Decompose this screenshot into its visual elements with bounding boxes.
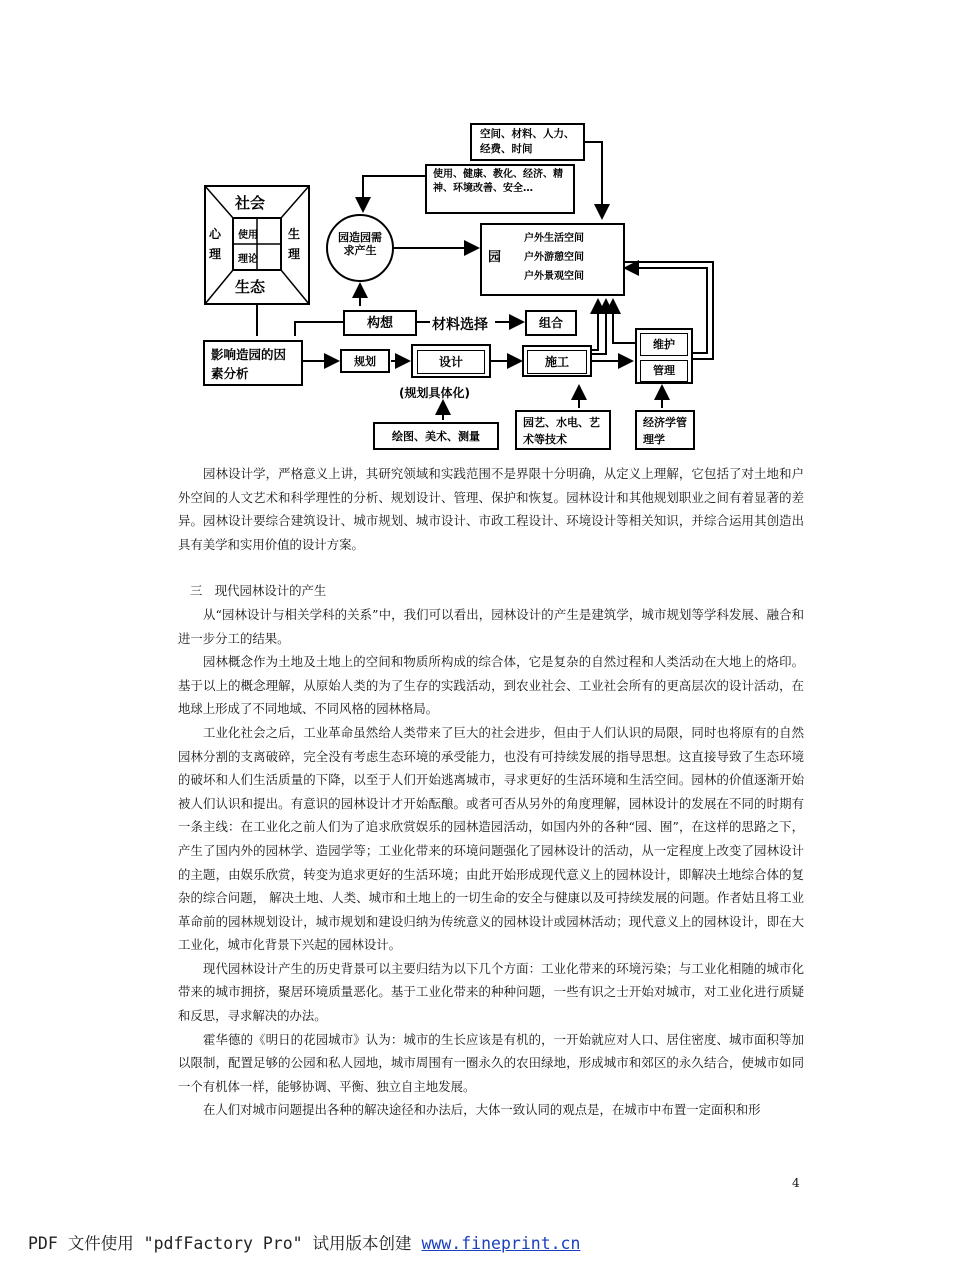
analysis-box (203, 340, 303, 386)
economics-label: 经济学管理学 (643, 416, 687, 446)
garden-design-flow-diagram (195, 118, 755, 458)
design-label: 设计 (417, 350, 485, 374)
drawing-label: 绘图、美术、测量 (392, 430, 480, 443)
resources-box (470, 123, 585, 161)
factors-label: 使用、健康、教化、经济、精神、环境改善、安全… (433, 169, 563, 194)
craft-label: 园艺、水电、艺术等技术 (523, 416, 600, 446)
space3-label: 户外景观空间 (524, 271, 584, 282)
resources-label: 空间、材料、人力、经费、时间 (480, 128, 575, 155)
planning-box (340, 349, 390, 373)
paragraph: 在人们对城市问题提出各种的解决途径和办法后，大体一致认同的观点是，在城市中布置一定面积和形 (203, 1102, 761, 1118)
maintain-label: 维护 (640, 333, 688, 356)
body-text (178, 462, 804, 1122)
paragraph: 霍华德的《明日的花园城市》认为：城市的生长应该是有机的，一开始就应对人口、居住密度、城市面积等加以限制，配置足够的公园和私人园地，城市周围有一圈永久的农田绿地，形成城市和郊区的永久结合，使城市如同一个有机体一样，能够协调、平衡、独立自主地发展。 (178, 1031, 804, 1094)
combine-box (525, 310, 577, 336)
materials-label: 材料选择 (432, 317, 488, 333)
drawing-box (373, 422, 499, 450)
paragraph: 园林设计学，严格意义上讲，其研究领域和实践范围不是界限十分明确，从定义上理解，它包括了对土地和户外空间的人文艺术和科学理性的分析、规划设计、管理、保护和恢复。园林设计和其他规划职业之间有着显著的差异。园林设计要综合建筑设计、城市规划、城市设计、市政工程设计、环境设计等相关知识，并综合运用其创造出具有美学和实用价值的设计方案。 (178, 466, 804, 552)
paragraph: 现代园林设计产生的历史背景可以主要归结为以下几个方面：工业化带来的环境污染；与工业化相随的城市化带来的城市拥挤，聚居环境质量恶化。基于工业化带来的种种问题，一些有识之士开始对城市，对工业化进行质疑和反思，寻求解决的办法。 (178, 960, 804, 1024)
design-box (411, 344, 491, 378)
page-number: 4 (792, 1176, 800, 1190)
inner-top-label: 使用 (238, 230, 258, 241)
economics-box (635, 410, 695, 450)
space2-label: 户外游憩空间 (524, 252, 584, 263)
combine-label: 组合 (538, 316, 563, 330)
craft-box (515, 410, 611, 450)
maintain-manage-box (635, 328, 693, 384)
specify-label: (规划具体化) (399, 386, 470, 400)
psychology-label: 心理 (209, 227, 222, 261)
paragraph: 工业化社会之后，工业革命虽然给人类带来了巨大的社会进步，但由于人们认识的局限，同时也将原有的自然园林分割的支离破碎，完全没有考虑生态环境的承受能力，也没有可持续发展的指导思想。这直接导致了生态环境的破坏和人们生活质量的下降，以至于人们开始逃离城市，寻求更好的生活环境和生活空间。园林的价值逐渐开始被人们认识和提出。有意识的园林设计才开始酝酿。或者可否从另外的角度理解，园林设计的发展在不同的时期有一条主线：在工业化之前人们为了追求欣赏娱乐的园林造园活动，如国内外的各种“园、囿”，在这样的思路之下，产生了国内外的园林学、造园学等；工业化带来的环境问题强化了园林设计的活动，从一定程度上改变了园林设计的主题，由娱乐欣赏，转变为追求更好的生活环境；由此开始形成现代意义上的园林设计，即解决土地综合体的复杂的综合问题， 解决土地、人类、城市和土地上的一切生命的安全与健康以及可持续发展的问题。作者姑且将工业革命前的园林规划设计，城市规划和建设归纳为传统意义的园林设计或园林活动；现代意义上的园林设计，即在大工业化，城市化背景下兴起的园林设计。 (178, 724, 804, 953)
footer-link[interactable]: www.fineprint.cn (421, 1234, 581, 1253)
concept-label: 构想 (366, 316, 393, 331)
inner-bottom-label: 理论 (238, 254, 258, 265)
construction-box (522, 345, 592, 377)
pdf-footer (28, 1230, 580, 1254)
analysis-label: 影响造园的因素分析 (211, 347, 287, 381)
paragraph: 园林概念作为土地及土地上的空间和物质所构成的综合体，它是复杂的自然过程和人类活动在大地上的烙印。基于以上的概念理解，从原始人类的为了生存的实践活动，到农业社会、工业社会所有的更高层次的设计活动，在地球上形成了不同地域、不同风格的园林格局。 (178, 654, 804, 717)
garden-label: 园 (488, 250, 502, 265)
footer-text: PDF 文件使用 "pdfFactory Pro" 试用版本创建 (28, 1234, 422, 1253)
needs-label: 园造园需求产生 (338, 231, 382, 257)
garden-spaces-box (480, 223, 625, 296)
factors-box (425, 164, 575, 214)
physiology-label: 生理 (288, 227, 301, 261)
space1-label: 户外生活空间 (524, 233, 584, 244)
construction-label: 施工 (527, 350, 587, 374)
ecology-label: 生态 (235, 278, 266, 296)
paragraph: 从“园林设计与相关学科的关系”中，我们可以看出，园林设计的产生是建筑学，城市规划等学科发展、融合和进一步分工的结果。 (178, 606, 804, 646)
concept-box (343, 310, 417, 336)
planning-label: 规划 (354, 355, 376, 368)
section-heading: 三 现代园林设计的产生 (190, 583, 327, 599)
society-label: 社会 (235, 194, 266, 212)
manage-label: 管理 (640, 360, 688, 382)
